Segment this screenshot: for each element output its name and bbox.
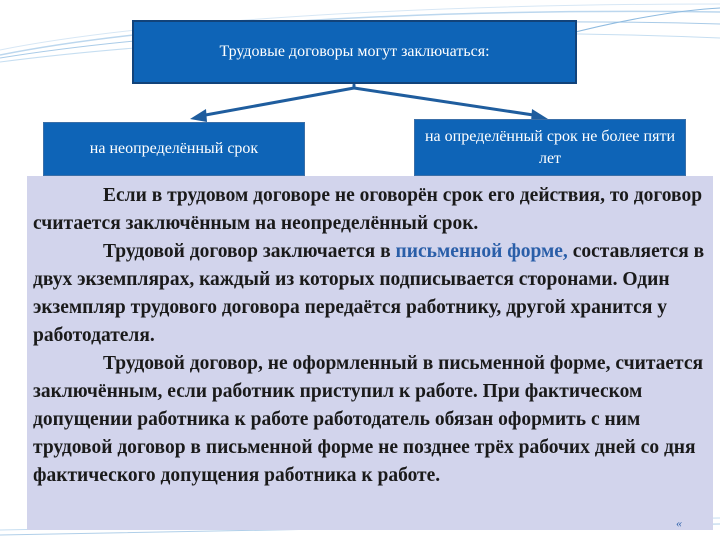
paragraph-3: Трудовой договор, не оформленный в письменной форме, считается заключённым, если работник приступил к работе. При фактическом допущении работника к работе работодатель обязан оформить с ним трудовой договор в письменной форме не позднее трёх рабочих дней со дня фактического допущения работника к работе. [33,353,704,486]
page-number: « [676,516,682,530]
paragraph-1: Если в трудовом договоре не оговорён срок его действия, то договор считается заключённым на неопределённый срок. [33,185,703,234]
fixed-term-label: на определённый срок не более пяти лет [424,127,675,167]
arrow-left-head [190,109,207,122]
arrow-right-line [354,88,540,116]
contract-types-title: Трудовые договоры могут заключаться: [219,43,490,60]
indefinite-term-box [43,122,305,176]
paragraph-2-start: Трудовой договор заключается в [103,241,396,262]
indefinite-term-label: на неопределённый срок [89,140,259,157]
body-text [33,182,709,490]
written-form-link[interactable]: письменной форме, [395,241,568,262]
contract-types-title-box [132,20,577,84]
arrow-left-line [200,88,354,116]
fixed-term-box [414,119,686,176]
paragraph-2-end: составляется в двух экземплярах, каждый из которых подписывается сторонами. Один экземпляр трудового договора передаётся работнику, другой хранится у работодателя. [33,241,705,346]
